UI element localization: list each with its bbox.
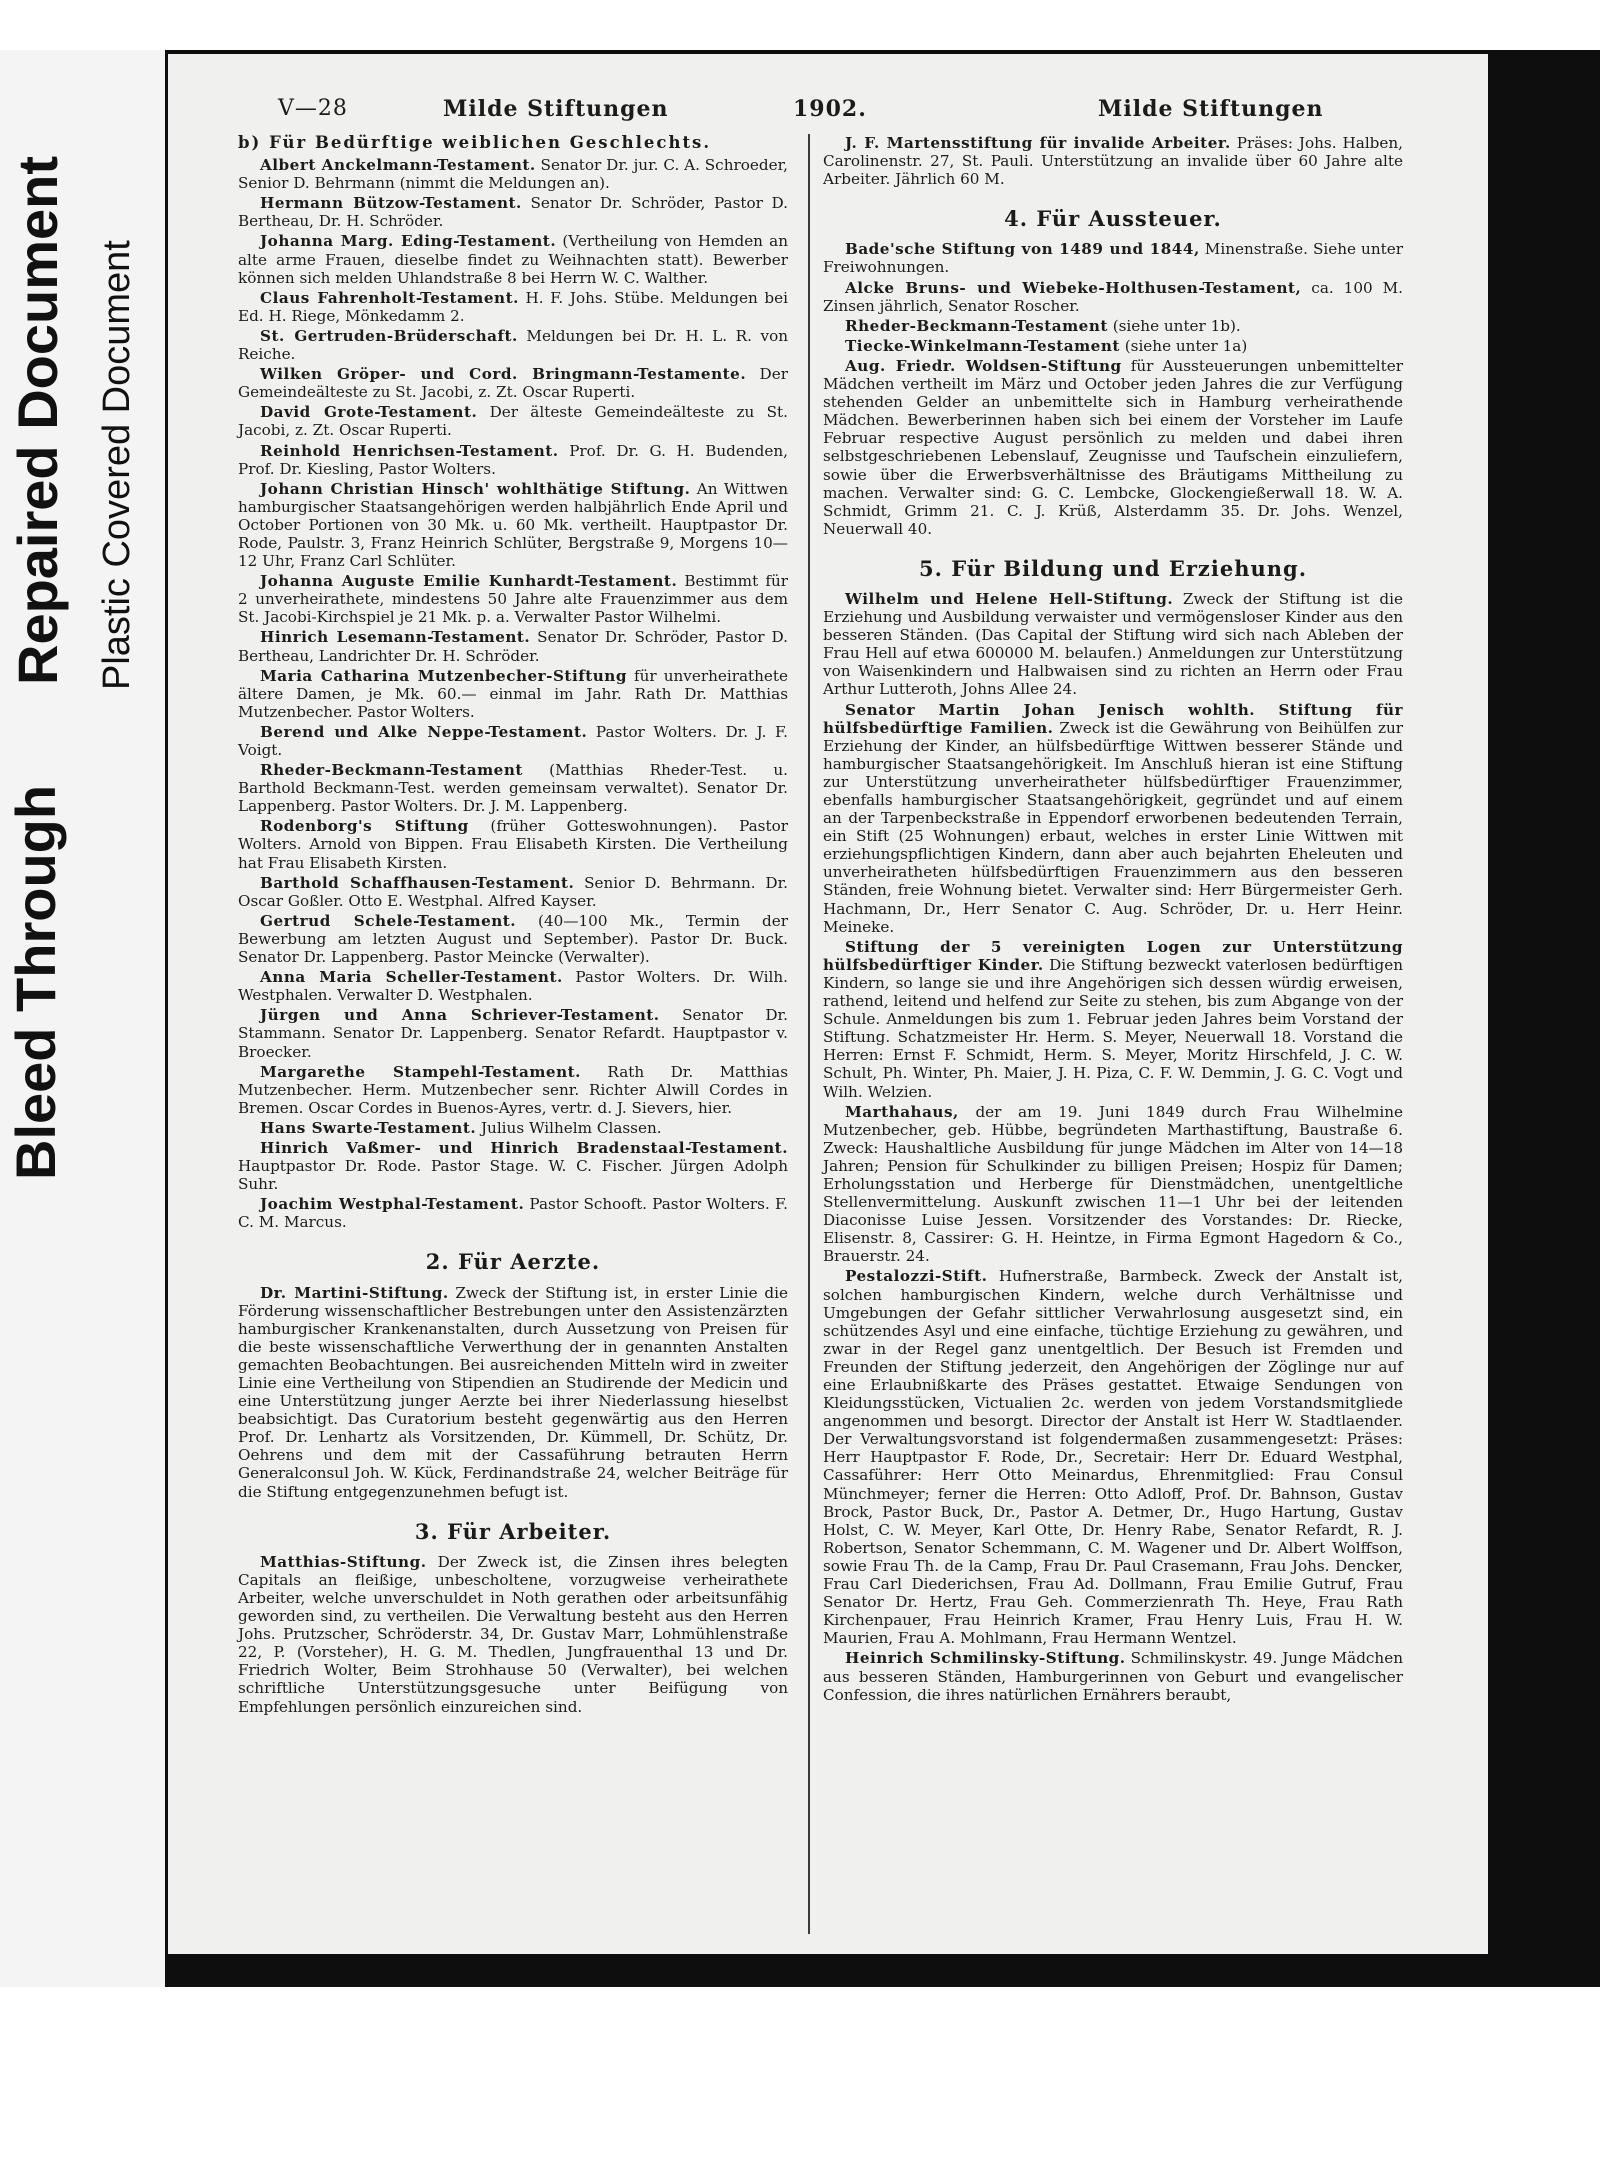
foundation-entry: [238, 817, 788, 871]
plastic-covered-label: Plastic Covered Document: [96, 240, 138, 690]
foundation-text: Senator Dr. Schröder, Pastor D. Bertheau, Landrichter Dr. H. Schröder.: [238, 628, 788, 665]
foundation-text: Zweck der Stiftung ist die Erziehung und Ausbildung verwaister und vermögensloser Kinder aus den besseren Ständen. (Das Capital der Stiftung wird sich nach Ableben der Frau Hell auf etwa 600000 M. belaufen.) Anmeldungen zur Unterstützung von Waisenkindern und Halbwaisen sind zu richten an Herrn oder Frau Arthur Lutteroth, Johns Allee 24.: [823, 589, 1403, 699]
foundation-entry: [238, 1139, 788, 1193]
foundation-name: Wilken Gröper- und Cord. Bringmann-Testamente.: [260, 365, 747, 384]
subsection-title: b) Für Bedürftige weiblichen Geschlechts.: [238, 133, 712, 152]
foundation-text: Hauptpastor Dr. Rode. Pastor Stage. W. C. Fischer. Jürgen Adolph Suhr.: [238, 1157, 788, 1194]
foundation-text: Bestimmt für 2 unverheirathete, mindestens 50 Jahre alte Frauenzimmer aus dem St. Jacobi-Kirchspiel je 21 Mk. p. a. Verwalter Pastor Wilhelmi.: [238, 572, 788, 627]
foundation-entry: [238, 667, 788, 721]
foundation-text: Der Gemeindeälteste zu St. Jacobi, z. Zt. Oscar Ruperti.: [238, 365, 788, 402]
foundation-text: (früher Gotteswohnungen). Pastor Wolters. Arnold von Bippen. Frau Elisabeth Kirsten. Die Vertheilung hat Frau Elisabeth Kirsten.: [238, 817, 788, 872]
foundation-name: Jürgen und Anna Schriever-Testament.: [260, 1006, 660, 1025]
foundation-text: Zweck ist die Gewährung von Beihülfen zur Erziehung der Kinder, an hülfsbedürftige Wittwen besserer Stände und hamburgischer Staatsangehörigkeit. Im Anschluß hieran ist eine Stiftung zur Unterstützung unverheiratheter hülfsbedürftiger Frauenzimmer, ebenfalls hamburgischer Staatsangehörigkeit, gegründet und auf einem an der Tarpenbeckstraße in Eppendorf erworbenen bedeutenden Terrain, ein Stift (25 Wohnungen) erbaut, welches in erster Linie Wittwen mit erziehungspflichtigen Kindern, dann aber auch bejahrten Eheleuten und unverheiratheten hülfsbedürftigen Frauenzimmern aus den besseren Ständen, freie Wohnung bietet. Verwalter sind: Herr Bürgermeister Gerh. Hachmann, Dr., Herr Senator C. Aug. Schröder, Dr. u. Herr Heinr. Meineke.: [823, 718, 1404, 936]
entry-list-bildung: [823, 590, 1403, 1704]
foundation-entry: [238, 194, 788, 230]
foundation-name: Aug. Friedr. Woldsen-Stiftung: [845, 356, 1122, 375]
foundation-text: Der Zweck ist, die Zinsen ihres belegten Capitals an fleißige, unbescholtene, vorzugweise verheirathete Arbeiter, welche unverschuldet in Noth gerathen oder arbeitsunfähig geworden sind, zu vertheilen. Die Verwaltung besteht aus den Herren Johs. Prutzscher, Schröderstr. 34, Dr. Gustav Marr, Lohmühlenstraße 22, P. (Vorsteher), H. G. M. Thedlen, Jungfrauenthal 13 und Dr. Friedrich Wolter, Beim Strohhause 50 (Verwalter), bei welchen schriftliche Unterstützungsgesuche unter Beifügung von Empfehlungen persönlich einzureichen sind.: [238, 1552, 788, 1716]
foundation-name: J. F. Martensstiftung für invalide Arbeiter.: [845, 134, 1231, 152]
foundation-name: Hinrich Lesemann-Testament.: [260, 628, 531, 647]
foundation-name: Johanna Marg. Eding-Testament.: [260, 232, 557, 251]
left-column: [238, 134, 788, 1718]
foundation-entry: [238, 912, 788, 966]
foundation-entry: [238, 1119, 788, 1137]
page-year: 1902.: [793, 96, 867, 122]
foundation-text: Zweck der Stiftung ist, in erster Linie die Förderung wissenschaftlicher Bestrebungen unter den Assistenzärzten hamburgischer Krankenanstalten, durch Aussetzung von Preisen für die beste wissenschaftliche Verwerthung der in genannten Anstalten gemachten Beobachtungen. Bei ausreichenden Mitteln wird in zweiter Linie eine Vertheilung von Stipendien an Studirende der Medicin und eine Unterstützung junger Aerzte bei ihrer Niederlassung hieselbst beabsichtigt. Das Curatorium besteht gegenwärtig aus den Herren Prof. Dr. Lenhartz als Vorsitzenden, Dr. Kümmell, Dr. Schütz, Dr. Oehrens und dem mit der Cassaführung betrauten Herrn Generalconsul Joh. W. Kück, Ferdinandstraße 24, welcher Beiträge für die Stiftung entgegenzunehmen befugt ist.: [238, 1283, 788, 1501]
foundation-entry: [823, 701, 1403, 936]
foundation-name: Bade'sche Stiftung von 1489 und 1844,: [845, 240, 1200, 259]
foundation-name: Pestalozzi-Stift.: [845, 1267, 988, 1286]
foundation-name: Marthahaus,: [845, 1102, 959, 1121]
foundation-name: Johann Christian Hinsch' wohlthätige Stiftung.: [260, 479, 691, 498]
foundation-entry: [823, 317, 1403, 335]
foundation-text: Prof. Dr. G. H. Budenden, Prof. Dr. Kiesling, Pastor Wolters.: [238, 441, 788, 478]
foundation-name: Margarethe Stampehl-Testament.: [260, 1062, 581, 1081]
foundation-entry: [238, 874, 788, 910]
foundation-entry: [823, 279, 1403, 315]
foundation-entry: [238, 1006, 788, 1060]
foundation-text: Hufnerstraße, Barmbeck. Zweck der Anstalt ist, solchen hamburgischen Kindern, welche durch Verhältnisse und Umgebungen der Gefahr sittlicher Verwahrlosung ausgesetzt sind, ein schützendes Asyl und eine einfache, tüchtige Erziehung zu gewähren, und zwar in der Regel ganz unentgeltlich. Der Besuch ist Fremden und Freunden der Stiftung jederzeit, den Angehörigen der Zöglinge nur auf eine Erlaubnißkarte des Präses gestattet. Etwaige Sendungen von Kleidungsstücken, Victualien 2c. werden von jedem Vorstandsmitgliede angenommen und besorgt. Director der Anstalt ist Herr W. Stadtlaender. Der Verwaltungsvorstand ist folgendermaßen zusammengesetzt: Präses: Herr Hauptpastor F. Rode, Dr., Secretair: Herr Dr. Eduard Westphal, Cassaführer: Herr Otto Meinardus, Ehrenmitglied: Frau Consul Münchmeyer; ferner die Herren: Otto Adloff, Prof. Dr. Bahnson, Gustav Brock, Pastor Buck, Dr., Pastor A. Detmer, Dr., Hugo Hartung, Gustav Holst, C. W. Meyer, Karl Otte, Dr. Henry Rabe, Senator Refardt, R. J. Robertson, Senator Schemmann, C. M. Wagener und Dr. Albert Wolffson, sowie Frau Th. de la Camp, Frau Dr. Paul Crasemann, Frau Johs. Dencker, Frau Carl Diederichsen, Frau Ad. Dollmann, Frau Emilie Gutruf, Frau Senator Dr. Hertz, Frau Geh. Commerzienrath Th. Heye, Frau Rath Kirchenpauer, Frau Heinrich Kramer, Frau Henry Luis, Frau H. W. Maurien, Frau A. Mohlmann, Frau Hermann Wentzel.: [823, 1267, 1403, 1648]
foundation-text: Rath Dr. Matthias Mutzenbecher. Herm. Mutzenbecher senr. Richter Alwill Cordes in Bremen. Oscar Cordes in Buenos-Ayres, vertr. d. J. Sievers, hier.: [238, 1062, 788, 1117]
foundation-name: Hermann Bützow-Testament.: [260, 194, 522, 213]
foundation-name: Dr. Martini-Stiftung.: [260, 1283, 449, 1302]
foundation-entry: [238, 232, 788, 286]
foundation-text: der am 19. Juni 1849 durch Frau Wilhelmine Mutzenbecher, geb. Hübbe, begründeten Marthastiftung, Baustraße 6. Zweck: Haushaltliche Ausbildung für junge Mädchen im Alter von 14—18 Jahren; Pension für Schulkinder zu billigen Preisen; Hospiz für Damen; Erholungsstation und Herberge für Dienstmädchen, unentgeltliche Stellenvermittelung. Auskunft zwischen 11—1 Uhr bei der leitenden Diaconisse Luise Jessen. Vorsitzender des Vorstandes: Dr. Riecke, Elisenstr. 8, Cassirer: G. H. Heintze, in Firma Egmont Hagedorn & Co., Brauerstr. 24.: [823, 1102, 1403, 1266]
foundation-text: (Vertheilung von Hemden an alte arme Frauen, dieselbe findet zu Weihnachten statt). Bewerber können sich melden Uhlandstraße 8 bei Herrn W. C. Walther.: [238, 232, 788, 287]
foundation-name: Heinrich Schmilinsky-Stiftung.: [845, 1649, 1126, 1668]
section-title-aerzte: 2. Für Aerzte.: [425, 1249, 601, 1275]
foundation-name: Rheder-Beckmann-Testament: [260, 761, 523, 780]
entry-list-aussteuer: [823, 240, 1403, 538]
foundation-entry: [238, 723, 788, 759]
foundation-entry: [238, 365, 788, 401]
foundation-entry: [823, 938, 1403, 1101]
foundation-text: (40—100 Mk., Termin der Bewerbung am letzten August und September). Pastor Dr. Buck. Senator Dr. Lappenberg. Pastor Meincke (Verwalter).: [238, 911, 788, 967]
foundation-text: (Matthias Rheder-Test. u. Barthold Beckmann-Test. werden gemeinsam verwaltet). Senator Dr. Lappenberg. Pastor Wolters. Dr. J. M. Lappenberg.: [238, 761, 788, 816]
running-title-right: Milde Stiftungen: [1098, 96, 1324, 122]
foundation-name: Maria Catharina Mutzenbecher-Stiftung: [260, 666, 627, 685]
foundation-name: Wilhelm und Helene Hell-Stiftung.: [845, 589, 1174, 608]
foundation-entry: [238, 480, 788, 570]
foundation-entry: [238, 761, 788, 815]
foundation-entry: [823, 1267, 1403, 1647]
bleed-through-label: Bleed Through: [4, 784, 67, 1180]
foundation-text: Senator Dr. jur. C. A. Schroeder, Senior D. Behrmann (nimmt die Meldungen an).: [238, 156, 788, 193]
foundation-name: Anna Maria Scheller-Testament.: [260, 968, 563, 987]
foundation-text: Pastor Wolters. Dr. Wilh. Westphalen. Verwalter D. Westphalen.: [238, 968, 788, 1005]
repaired-document-label: Repaired Document: [6, 156, 69, 685]
foundation-text: für unverheirathete ältere Damen, je Mk. 60.— einmal im Jahr. Rath Dr. Matthias Mutzenbecher. Pastor Wolters.: [238, 666, 788, 721]
page-header: [278, 96, 1478, 136]
foundation-text: Schmilinskystr. 49. Junge Mädchen aus besseren Ständen, Hamburgerinnen von Geburt und evangelischer Confession, die ihres natürlichen Ernährers beraubt,: [823, 1649, 1403, 1704]
foundation-name: Albert Anckelmann-Testament.: [260, 156, 536, 175]
foundation-name: Claus Fahrenholt-Testament.: [260, 288, 519, 307]
foundation-text: Meldungen bei Dr. H. L. R. von Reiche.: [238, 326, 789, 364]
foundation-entry: [238, 1063, 788, 1117]
foundation-name: Stiftung der 5 vereinigten Logen zur Unterstützung hülfsbedürftiger Kinder.: [823, 937, 1403, 974]
foundation-name: Hans Swarte-Testament.: [260, 1118, 477, 1137]
section-title-arbeiter: 3. Für Arbeiter.: [414, 1518, 612, 1544]
foundation-name: St. Gertruden-Brüderschaft.: [260, 326, 518, 345]
section-title-bildung: 5. Für Bildung und Erziehung.: [919, 555, 1307, 581]
foundation-text: Minenstraße. Siehe unter Freiwohnungen.: [823, 240, 1403, 277]
entry-list-arbeiter: [238, 1553, 788, 1716]
foundation-text: für Aussteuerungen unbemittelter Mädchen vertheilt im März und October jeden Jahres die zur Verfügung stehenden Gelder an unbemittelte sich in Hamburg verheirathende Mädchen. Bewerberinnen haben sich bei einem der Vorsteher im Laufe Februar respective August persönlich zu melden und dabei ihren selbstgeschriebenen Lebenslauf, Zeugnisse und Taufschein einzuliefern, sowie über die Erwerbsverhältnisse des Bräutigams Mittheilung zu machen. Verwalter sind: G. C. Lembcke, Glockengießerwall 18. W. A. Schmidt, Grimm 21. C. J. Krüß, Alsterdamm 35. Dr. Johs. Wenzel, Neuerwall 40.: [823, 356, 1404, 538]
annotation-strip: [0, 50, 165, 1987]
foundation-text: Präses: Johs. Halben, Carolinenstr. 27, St. Pauli. Unterstützung an invalide über 60 Jahre alte Arbeiter. Jährlich 60 M.: [823, 134, 1403, 189]
foundation-text: (siehe unter 1a): [1119, 336, 1248, 355]
foundation-entry: [238, 1553, 788, 1716]
foundation-entry: [238, 156, 788, 192]
foundation-entry: [238, 968, 788, 1004]
foundation-name: David Grote-Testament.: [260, 403, 478, 422]
foundation-text: ca. 100 M. Zinsen jährlich, Senator Roscher.: [823, 278, 1403, 315]
section-title-aussteuer: 4. Für Aussteuer.: [1004, 206, 1222, 232]
foundation-name: Hinrich Vaßmer- und Hinrich Bradenstaal-Testament.: [260, 1138, 788, 1157]
page-number: V—28: [278, 96, 348, 121]
foundation-entry: [238, 1284, 788, 1501]
foundation-entry: [823, 590, 1403, 699]
foundation-entry: [823, 357, 1403, 538]
foundation-entry: [823, 337, 1403, 355]
entry-list-top: [823, 134, 1403, 188]
foundation-text: H. F. Johs. Stübe. Meldungen bei Ed. H. Riege, Mönkedamm 2.: [238, 288, 788, 325]
foundation-name: Reinhold Henrichsen-Testament.: [260, 441, 559, 460]
foundation-name: Joachim Westphal-Testament.: [260, 1195, 525, 1214]
foundation-name: Berend und Alke Neppe-Testament.: [260, 722, 588, 741]
foundation-entry: [823, 240, 1403, 276]
entry-list-aerzte: [238, 1284, 788, 1501]
foundation-entry: [238, 442, 788, 478]
foundation-name: Matthias-Stiftung.: [260, 1552, 427, 1571]
foundation-name: Senator Martin Johan Jenisch wohlth. Stiftung für hülfsbedürftige Familien.: [823, 700, 1403, 737]
foundation-entry: [823, 1649, 1403, 1703]
foundation-entry: [823, 1103, 1403, 1266]
foundation-name: Johanna Auguste Emilie Kunhardt-Testament.: [260, 572, 678, 591]
foundation-text: An Wittwen hamburgischer Staatsangehörigen werden halbjährlich Ende April und October Portionen von 30 Mk. u. 60 Mk. vertheilt. Hauptpastor Dr. Rode, Paulstr. 3, Franz Heinrich Schlüter, Bergstraße 9, Morgens 10—12 Uhr, Franz Carl Schlüter.: [238, 479, 788, 571]
foundation-entry: [238, 628, 788, 664]
foundation-entry: [238, 289, 788, 325]
entry-list-b: [238, 156, 788, 1231]
foundation-text: Senator Dr. Stammann. Senator Dr. Lappenberg. Senator Refardt. Hauptpastor v. Broecker.: [238, 1006, 788, 1061]
foundation-name: Alcke Bruns- und Wiebeke-Holthusen-Testament,: [845, 278, 1302, 297]
foundation-name: Barthold Schaffhausen-Testament.: [260, 873, 575, 892]
foundation-name: Rheder-Beckmann-Testament: [845, 316, 1108, 335]
foundation-text: Die Stiftung bezweckt vaterlosen bedürftigen Kindern, so lange sie und ihre Angehörigen sich dessen würdig erweisen, rathend, leitend und helfend zur Seite zu stehen, bis zum Abgange von der Schule. Anmeldungen bis zum 1. Februar jeden Jahres beim Vorstand der Stiftung. Schatzmeister Hr. Herm. S. Meyer, Neuerwall 18. Vorstand die Herren: Ernst F. Schmidt, Herm. S. Meyer, Moritz Hirschfeld, J. C. W. Schult, Ph. Winter, Ph. Maier, J. H. Piza, C. F. W. Demmin, J. G. C. Vogt und Wilh. Welzien.: [823, 955, 1403, 1101]
foundation-entry: [238, 327, 788, 363]
foundation-name: Gertrud Schele-Testament.: [260, 911, 517, 930]
running-title-left: Milde Stiftungen: [443, 96, 669, 122]
foundation-text: Senior D. Behrmann. Dr. Oscar Goßler. Otto E. Westphal. Alfred Kayser.: [238, 873, 788, 910]
foundation-name: Rodenborg's Stiftung: [260, 817, 469, 836]
scanned-page: [168, 54, 1488, 1954]
right-column: [823, 134, 1403, 1706]
foundation-entry: [823, 134, 1403, 188]
foundation-entry: [238, 572, 788, 626]
column-divider: [808, 134, 810, 1934]
foundation-text: Der älteste Gemeindeälteste zu St. Jacobi, z. Zt. Oscar Ruperti.: [238, 403, 788, 440]
foundation-name: Tiecke-Winkelmann-Testament: [845, 336, 1120, 355]
foundation-entry: [238, 403, 788, 439]
foundation-text: Senator Dr. Schröder, Pastor D. Bertheau, Dr. H. Schröder.: [238, 194, 789, 231]
foundation-text: Pastor Schooft. Pastor Wolters. F. C. M. Marcus.: [238, 1195, 788, 1232]
foundation-text: Pastor Wolters. Dr. J. F. Voigt.: [238, 722, 788, 759]
foundation-text: Julius Wilhelm Classen.: [476, 1118, 662, 1137]
foundation-entry: [238, 1195, 788, 1231]
foundation-text: (siehe unter 1b).: [1107, 316, 1241, 335]
